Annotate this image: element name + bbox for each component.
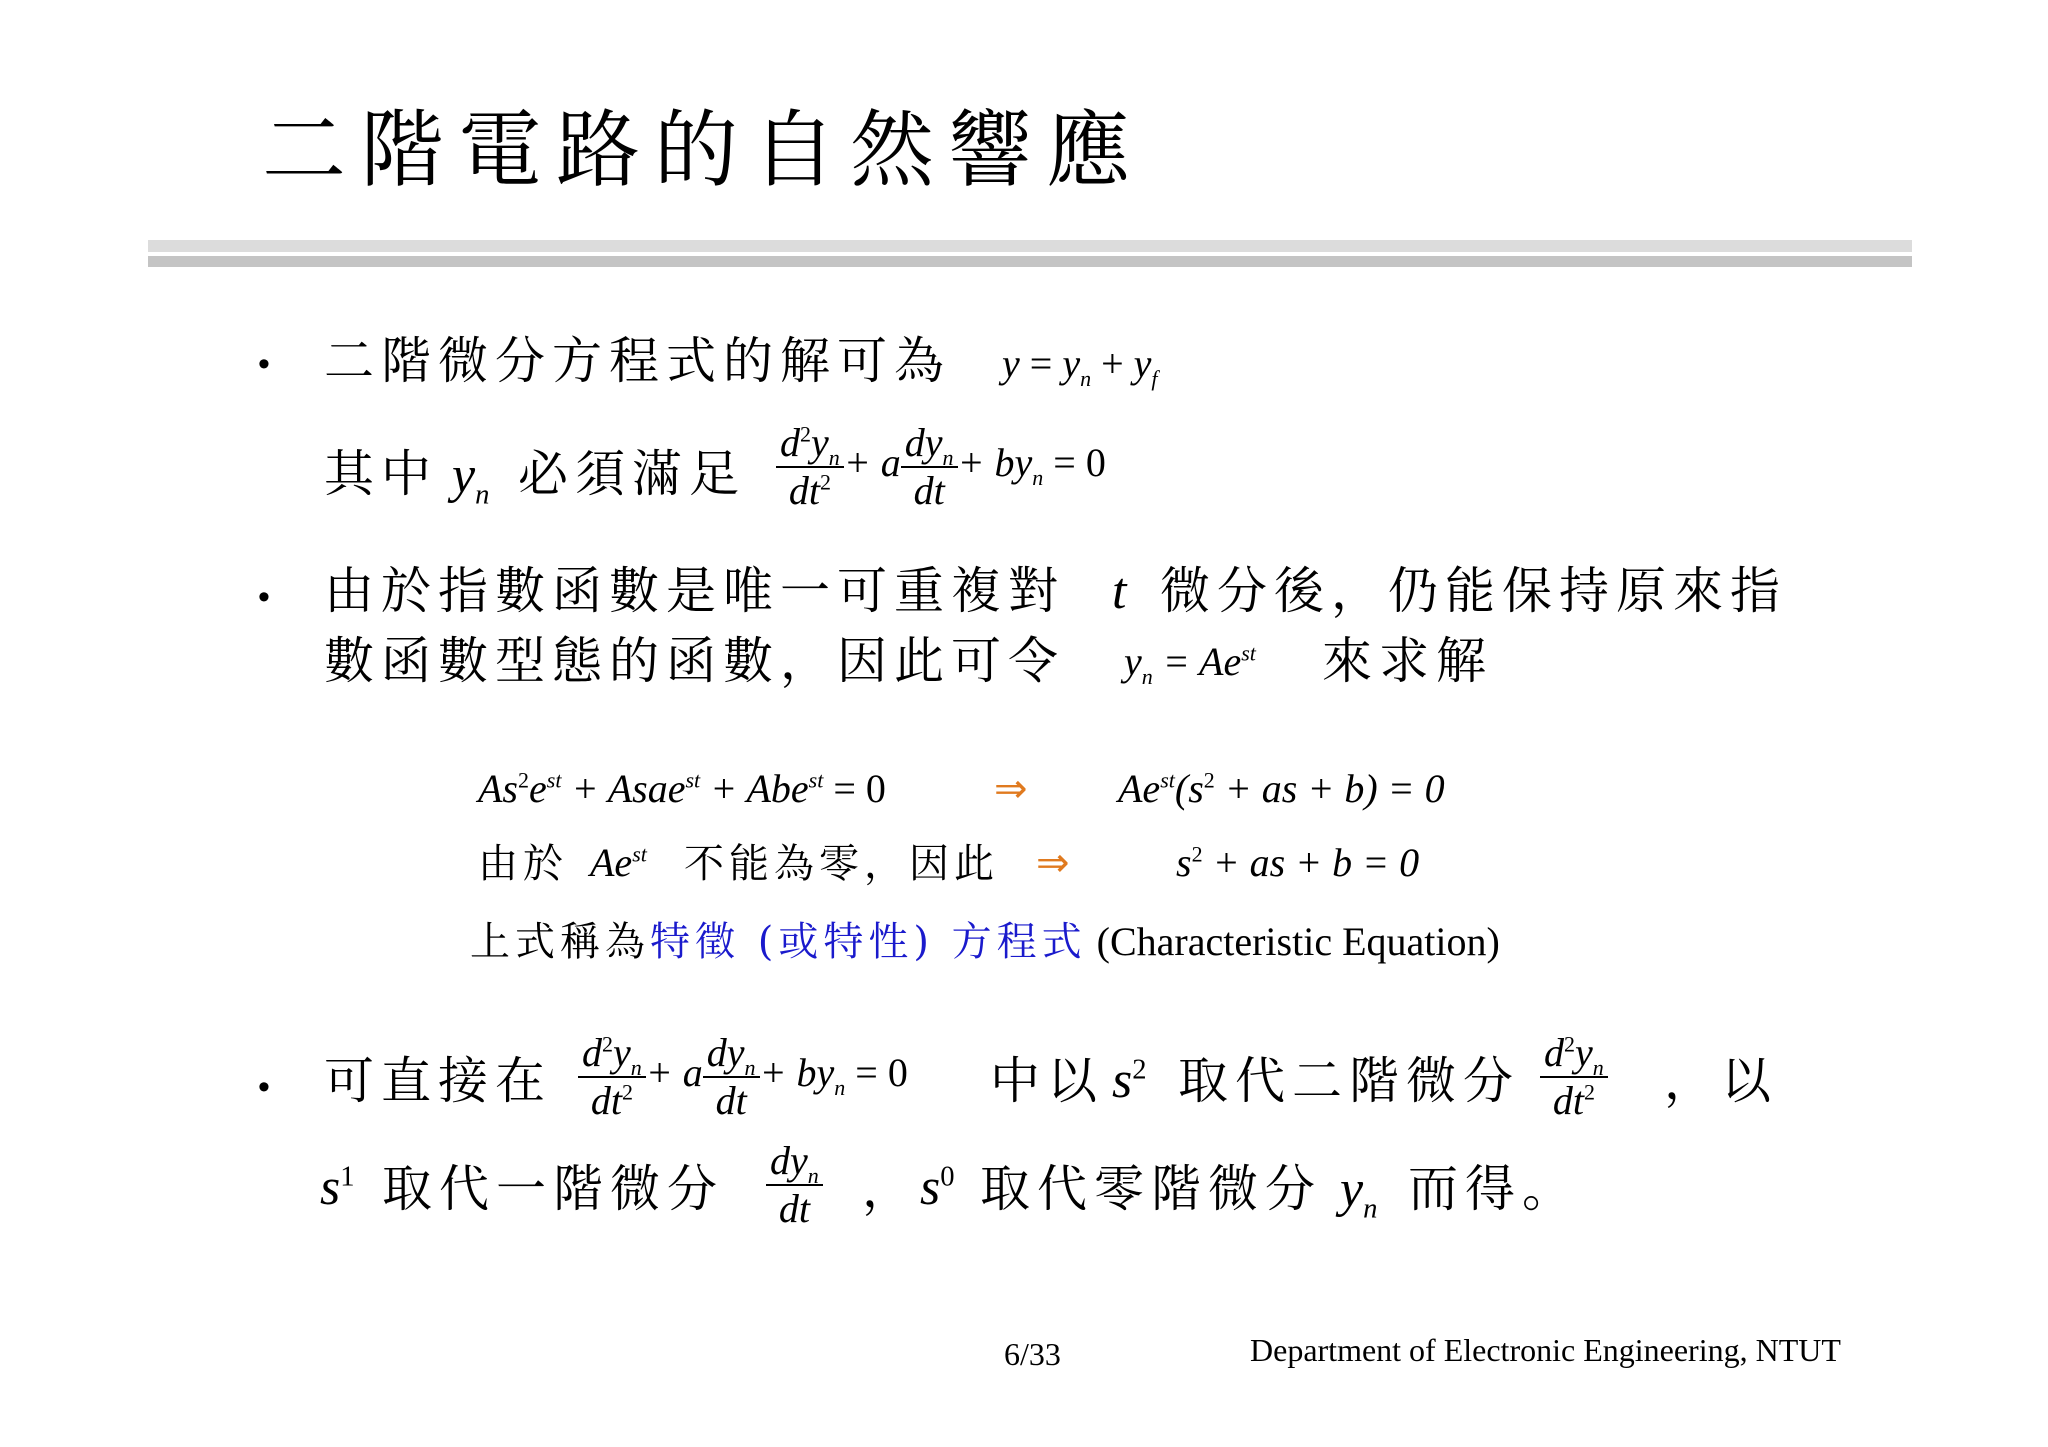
bullet-2-line2: 數函數型態的函數，因此可令 (324, 632, 1065, 690)
bullet-3-text1: 可直接在 (324, 1052, 552, 1110)
yn-assumption: $y_n = Ae^{st}$ (1124, 639, 1256, 689)
bullet-3-marker: • (258, 1068, 270, 1106)
derivation-row2-ae: $Ae^{st}$ (590, 840, 647, 885)
s-zero: $s^0$ (920, 1159, 955, 1216)
yn-symbol: $y_n$ (452, 447, 490, 511)
bullet-3-text6: 取代零階微分 (980, 1160, 1322, 1218)
title-divider-light (148, 240, 1912, 252)
bullet-2-line1b: 微分後，仍能保持原來指 (1160, 562, 1787, 620)
department-footer: Department of Electronic Engineering, NTUT (1250, 1332, 1841, 1368)
bullet-3-text2: 中以 (990, 1052, 1104, 1110)
bullet-3-text5: 取代一階微分 (382, 1160, 724, 1218)
ode-equation-1: $\frac{d^2y_n}{dt^2}$ + a $\frac{dy_n}{dt}$ + $by_n = 0$ (776, 420, 1106, 514)
page-number: 6/33 (1004, 1336, 1061, 1372)
implies-arrow-1: ⇒ (994, 766, 1028, 812)
characteristic-equation: $s^2$ + as + b = 0 (1176, 840, 1420, 885)
bullet-2-line1: 由於指數函數是唯一可重複對 (324, 562, 1065, 620)
bullet-3-text3: 取代二階微分 (1178, 1052, 1520, 1110)
t-symbol: t (1112, 563, 1127, 620)
s-squared: $s^2$ (1112, 1052, 1147, 1109)
characteristic-equation-term: 特徵 (或特性) 方程式 (650, 919, 1087, 965)
derivation-row1-rhs: $Ae^{st}(s^2$ + as + b) = 0 (1118, 766, 1445, 811)
implies-arrow-2: ⇒ (1036, 840, 1070, 886)
derivation-row2-text1: 由於 (478, 841, 568, 887)
title-divider-dark (148, 256, 1912, 267)
bullet-3-comma: ， (862, 1160, 919, 1218)
derivation-row3: 上式稱為特徵 (或特性) 方程式 (Characteristic Equation) (470, 919, 1500, 965)
bullet-1-line2-text: 必須滿足 (518, 445, 746, 503)
bullet-1-line2: 其中 (324, 445, 438, 503)
derivation-row2-text2: 不能為零，因此 (684, 841, 999, 887)
ode-equation-2: $\frac{d^2y_n}{dt^2}$ + a $\frac{dy_n}{dt}$ + $by_n = 0$ (578, 1030, 908, 1124)
bullet-2-marker: • (258, 578, 270, 616)
first-derivative-fraction: $\frac{dy_n}{dt}$ (766, 1138, 823, 1232)
bullet-2-line2b: 來求解 (1322, 632, 1493, 690)
bullet-3-text4: ，以 (1664, 1052, 1778, 1110)
bullet-3-text7: 而得。 (1408, 1160, 1579, 1218)
bullet-1-text: 二階微分方程式的解可為 (324, 332, 951, 390)
derivation-row1-lhs: $As^2e^{st}$ + Asae$^{st}$ + Abe$^{st}$ = 0 (478, 766, 886, 811)
bullet-1-marker: • (258, 345, 270, 383)
second-derivative-fraction: $\frac{d^2y_n}{dt^2}$ (1540, 1030, 1608, 1124)
solution-equation: $y = y_n + y_f$ (1002, 341, 1158, 391)
s-first: $s^1$ (320, 1159, 355, 1216)
yn-final: $y_n$ (1340, 1161, 1378, 1225)
page-title: 二階電路的自然響應 (262, 101, 1145, 199)
